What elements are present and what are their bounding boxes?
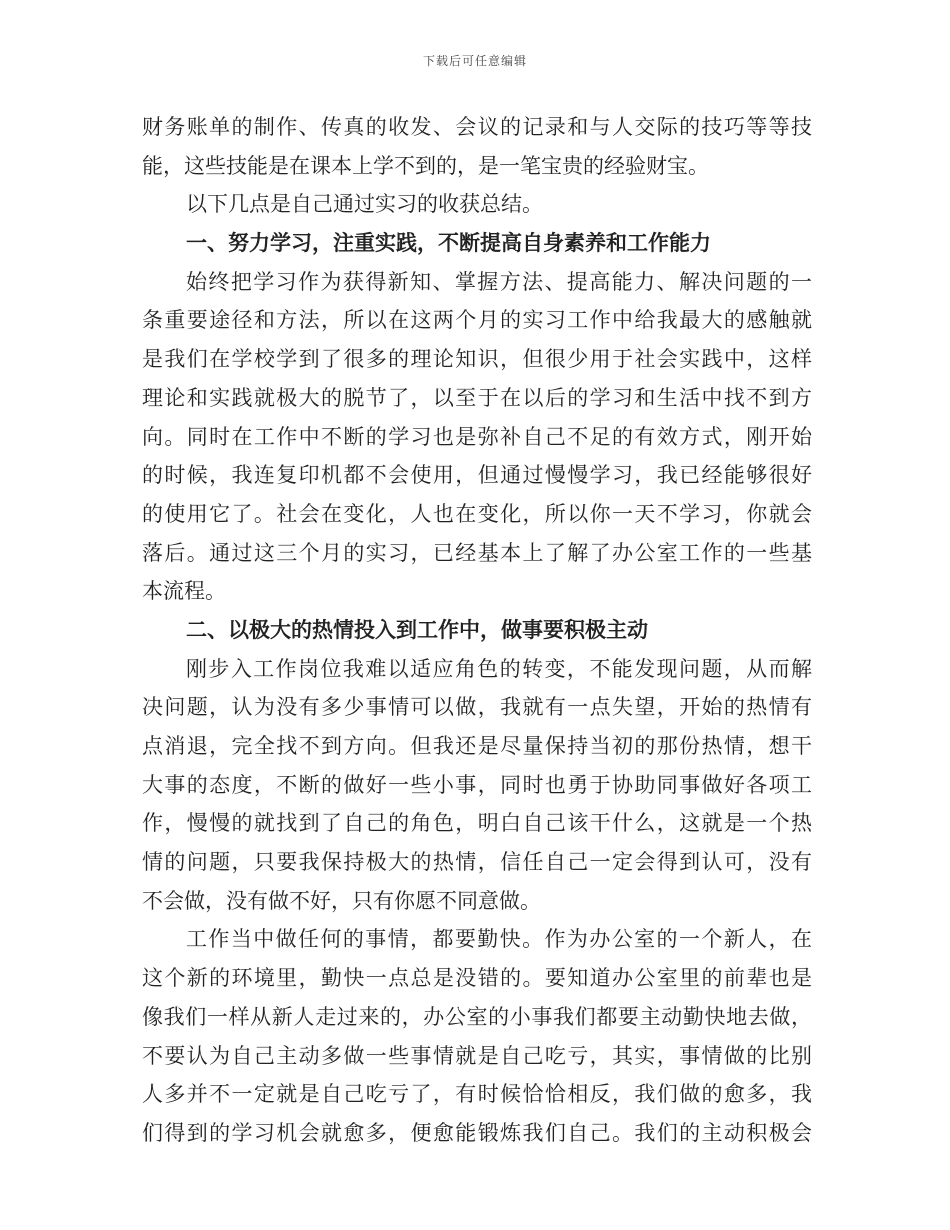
text-line: 这个新的环境里，勤快一点总是没错的。要知道办公室里的前辈也是 [142, 966, 812, 991]
text-line: 能，这些技能是在课本上学不到的，是一笔宝贵的经验财宝。 [142, 153, 709, 178]
section-heading-2 [142, 611, 812, 650]
text-line: 以下几点是自己通过实习的收获总结。 [186, 192, 543, 217]
text-line: 决问题，认为没有多少事情可以做，我就有一点失望，开始的热情有 [142, 695, 812, 720]
text-line: 不会做，没有做不好，只有你愿不同意做。 [142, 888, 541, 913]
text-line: 大事的态度，不断的做好一些小事，同时也勇于协助同事做好各项工 [142, 772, 812, 797]
text-line: 本流程。 [142, 579, 226, 604]
text-line: 刚步入工作岗位我难以适应角色的转变，不能发现问题，从而解 [186, 656, 812, 681]
text-line: 理论和实践就极大的脱节了，以至于在以后的学习和生活中找不到方 [142, 385, 812, 410]
text-line: 财务账单的制作、传真的收发、会议的记录和与人交际的技巧等等技 [142, 115, 812, 139]
paragraph-diligence [142, 920, 812, 1152]
text-line: 点消退，完全找不到方向。但我还是尽量保持当初的那份热情，想干 [142, 734, 812, 758]
text-line: 情的问题，只要我保持极大的热情，信任自己一定会得到认可，没有 [142, 850, 812, 875]
text-line: 们得到的学习机会就愈多，便愈能锻炼我们自己。我们的主动积极会 [142, 1120, 812, 1145]
paragraph-summary-intro [142, 185, 812, 224]
heading-text: 二、以极大的热情投入到工作中，做事要积极主动 [186, 616, 648, 642]
text-line: 人多并不一定就是自己吃亏了，有时候恰恰相反，我们做的愈多，我 [142, 1082, 812, 1107]
text-line: 像我们一样从新人走过来的，办公室的小事我们都要主动勤快地去做， [142, 1004, 812, 1029]
text-line: 向。同时在工作中不断的学习也是弥补自己不足的有效方式，刚开始 [142, 424, 812, 449]
page-header: 下载后可任意编辑 [422, 54, 527, 68]
text-line: 的使用它了。社会在变化，人也在变化，所以你一天不学习，你就会 [142, 501, 812, 526]
text-line: 不要认为自己主动多做一些事情就是自己吃亏，其实，事情做的比别 [142, 1043, 812, 1068]
paragraph-learning [142, 263, 812, 611]
text-line: 工作当中做任何的事情，都要勤快。作为办公室的一个新人，在 [186, 927, 812, 952]
text-line: 始终把学习作为获得新知、掌握方法、提高能力、解决问题的一 [186, 269, 812, 294]
heading-text: 一、努力学习，注重实践，不断提高自身素养和工作能力 [186, 230, 711, 256]
section-heading-1 [142, 224, 812, 263]
paragraph-enthusiasm [142, 650, 812, 921]
text-line: 是我们在学校学到了很多的理论知识，但很少用于社会实践中，这样 [142, 347, 812, 372]
text-line: 作，慢慢的就找到了自己的角色，明白自己该干什么，这就是一个热 [142, 811, 812, 836]
text-line: 落后。通过这三个月的实习，已经基本上了解了办公室工作的一些基 [142, 540, 812, 565]
text-line: 的时候，我连复印机都不会使用，但通过慢慢学习，我已经能够很好 [142, 463, 812, 488]
text-line: 条重要途径和方法，所以在这两个月的实习工作中给我最大的感触就 [142, 308, 812, 333]
document-body [142, 108, 812, 1153]
paragraph-continuation [142, 108, 812, 185]
